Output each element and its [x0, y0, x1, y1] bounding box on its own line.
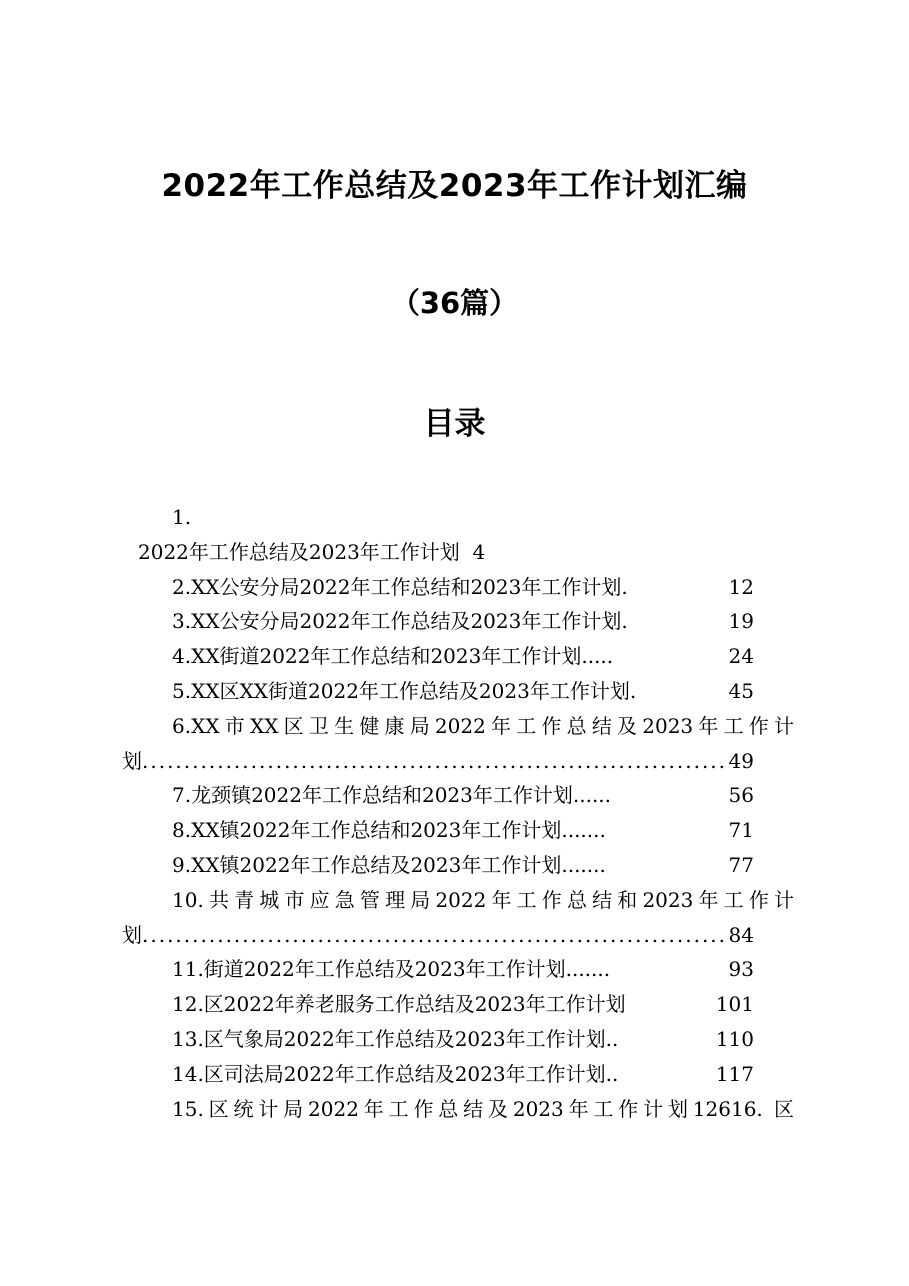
- toc-item-text: 7.龙颈镇2022年工作总结和2023年工作计划......: [172, 783, 612, 808]
- toc-item-6[interactable]: [0, 709, 909, 744]
- toc-item-text: 6.XX市XX区卫生健康局2022年工作总结及2023年工作计: [172, 713, 794, 738]
- toc-item-text: 8.XX镇2022年工作总结和2023年工作计划.......: [172, 818, 606, 843]
- toc-item-4[interactable]: [0, 639, 909, 674]
- toc-item-page: 4: [472, 539, 486, 564]
- toc-item-page: 101: [715, 992, 754, 1017]
- toc-item-page: 84: [728, 922, 754, 947]
- toc-item-12[interactable]: [0, 987, 909, 1022]
- toc-item-10[interactable]: [0, 883, 909, 918]
- toc-item-number: 1.: [172, 505, 192, 529]
- toc-item-page: 93: [728, 957, 754, 982]
- table-of-contents: [0, 500, 909, 1126]
- toc-item-page: 45: [728, 678, 754, 703]
- toc-item-1-number-line: [0, 500, 909, 535]
- toc-item-text: 2022年工作总结及2023年工作计划: [138, 539, 460, 564]
- document-subtitle: （36篇）: [390, 286, 519, 320]
- toc-item-page: 71: [728, 818, 754, 843]
- toc-heading: 目录: [423, 406, 486, 442]
- toc-item-page: 49: [728, 748, 754, 773]
- toc-item-page: 19: [728, 609, 754, 634]
- toc-item-7[interactable]: [0, 778, 909, 813]
- toc-item-text: 9.XX镇2022年工作总结及2023年工作计划.......: [172, 852, 606, 877]
- toc-item-text: 15.区统计局2022年工作总结及2023年工作计划12616. 区: [172, 1096, 794, 1121]
- toc-item-13[interactable]: [0, 1022, 909, 1057]
- toc-item-text: 2.XX公安分局2022年工作总结和2023年工作计划.: [172, 574, 628, 599]
- document-title: 2022年工作总结及2023年工作计划汇编: [161, 168, 748, 204]
- toc-item-text: 4.XX街道2022年工作总结和2023年工作计划.....: [172, 644, 614, 669]
- toc-item-text: 5.XX区XX街道2022年工作总结及2023年工作计划.: [172, 678, 637, 703]
- toc-item-2[interactable]: [0, 570, 909, 605]
- toc-item-text: 3.XX公安分局2022年工作总结及2023年工作计划.: [172, 609, 628, 634]
- toc-item-text-continued: 划: [122, 748, 142, 773]
- toc-item-text: 11.街道2022年工作总结及2023年工作计划.......: [172, 957, 611, 982]
- toc-item-1[interactable]: [0, 535, 909, 570]
- toc-item-page: 77: [728, 852, 754, 877]
- toc-item-9[interactable]: [0, 848, 909, 883]
- toc-item-page: 56: [728, 783, 754, 808]
- toc-item-14[interactable]: [0, 1057, 909, 1092]
- toc-item-11[interactable]: [0, 952, 909, 987]
- toc-item-8[interactable]: [0, 813, 909, 848]
- toc-item-5[interactable]: [0, 674, 909, 709]
- toc-item-3[interactable]: [0, 604, 909, 639]
- toc-item-text: 13.区气象局2022年工作总结及2023年工作计划..: [172, 1026, 619, 1051]
- toc-item-10-continued[interactable]: [0, 918, 909, 953]
- toc-item-text: 10.共青城市应急管理局2022年工作总结和2023年工作计: [172, 887, 794, 912]
- toc-item-text-continued: 划: [122, 922, 142, 947]
- toc-item-text: 14.区司法局2022年工作总结及2023年工作计划..: [172, 1061, 619, 1086]
- toc-item-page: 12: [728, 574, 754, 599]
- toc-item-page: 24: [728, 644, 754, 669]
- toc-item-6-continued[interactable]: [0, 744, 909, 779]
- toc-item-15[interactable]: [0, 1092, 909, 1127]
- toc-item-page: 110: [715, 1026, 754, 1051]
- toc-item-page: 117: [715, 1061, 754, 1086]
- toc-item-text: 12.区2022年养老服务工作总结及2023年工作计划: [172, 992, 626, 1017]
